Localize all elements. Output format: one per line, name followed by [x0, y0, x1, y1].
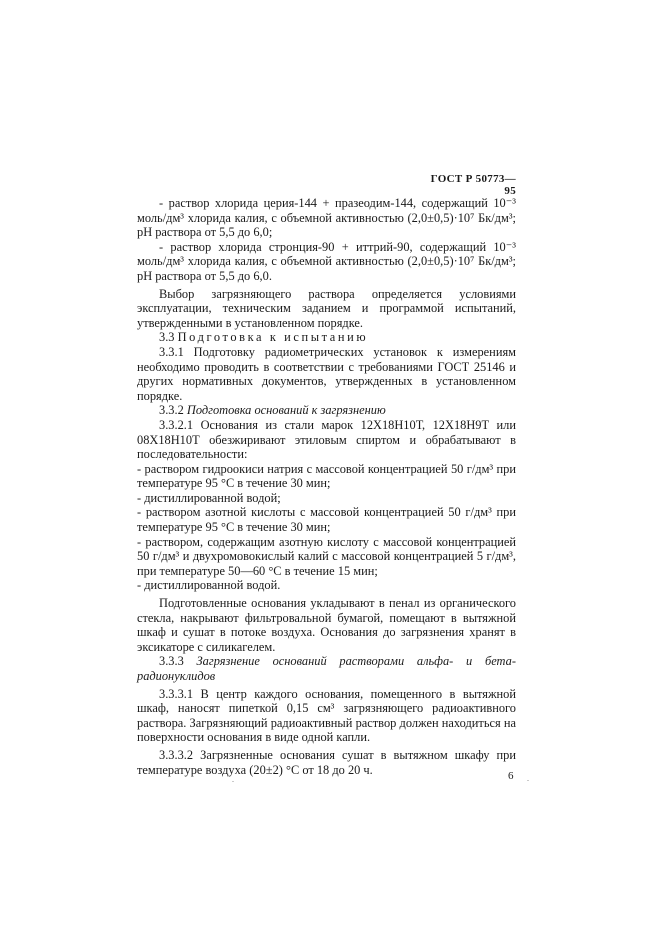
solution-strontium: - раствор хлорида стронция-90 + иттрий-90, содержащий 10⁻³ моль/дм³ хлорида калия, с объемной активностью (2,0±0,5)·10⁷ Бк/дм³; pH раствора от 5,5 до 6,0. — [137, 239, 516, 283]
section-3-3-3-number: 3.3.3 — [159, 654, 184, 669]
paragraph-3-3-1: 3.3.1 Подготовку радиометрических установок к измерениям необходимо проводить в соответствии с требованиями ГОСТ 25146 и других нормативных документов, утвержденных в установленном порядке. — [137, 344, 516, 403]
section-3-3-number: 3.3 — [159, 330, 175, 345]
section-3-3-2-title: Подготовка оснований к загрязнению — [186, 403, 386, 418]
scan-speck: . — [527, 774, 529, 783]
treatment-step: - дистиллированной водой; — [137, 490, 281, 505]
paragraph-3-3-2-1: 3.3.2.1 Основания из стали марок 12Х18Н10Т, 12Х18Н9Т или 08Х18Н10Т обезжиривают этиловым спиртом и обрабатывают в последовательности: — [137, 417, 516, 462]
treatment-step: - раствором азотной кислоты с массовой концентрацией 50 г/дм³ при температуре 95 °С в течение 30 мин; — [137, 505, 516, 535]
solution-cerium: - раствор хлорида церия-144 + празеодим-144, содержащий 10⁻³ моль/дм³ хлорида калия, с объемной активностью (2,0±0,5)·10⁷ Бк/дм³; pH раствора от 5,5 до 6,0; — [137, 196, 516, 240]
solution-choice-paragraph: Выбор загрязняющего раствора определяется условиями эксплуатации, техническим заданием и программой испытаний, утвержденными в установленном порядке. — [137, 286, 516, 330]
scan-speck: . — [232, 775, 234, 784]
treatment-step: - раствором гидроокиси натрия с массовой концентрацией 50 г/дм³ при температуре 95 °С в течение 30 мин; — [137, 461, 516, 491]
section-3-3-3-title: Загрязнение оснований растворами альфа- и бета-радионуклидов — [137, 654, 516, 683]
section-3-3-2-number: 3.3.2 — [159, 403, 184, 418]
treatment-step: - дистиллированной водой. — [137, 578, 281, 593]
paragraph-3-3-3-2: 3.3.3.2 Загрязненные основания сушат в вытяжном шкафу при температуре воздуха (20±2) °С от 18 до 20 ч. — [137, 747, 516, 777]
page-number: 6 — [508, 770, 514, 782]
document-code-header: ГОСТ Р 50773—95 — [430, 173, 516, 197]
section-3-3-2-heading — [137, 403, 516, 418]
paragraph-3-3-3-1: 3.3.3.1 В центр каждого основания, помещенного в вытяжной шкаф, наносят пипеткой 0,15 см³ загрязняющего радиоактивного раствора. Загрязняющий радиоактивный раствор должен находиться на поверхности основания в виде одной капли. — [137, 686, 516, 745]
section-3-3-heading — [137, 330, 516, 345]
treatment-step: - раствором, содержащим азотную кислоту с массовой концентрацией 50 г/дм³ и двухромовокислый калий с массовой концентрацией 5 г/дм³, при температуре 50—60 °С в течение 15 мин; — [137, 534, 516, 578]
section-3-3-title: Подготовка к испытанию — [177, 330, 369, 345]
document-body — [137, 196, 516, 777]
paragraph-prepared-bases: Подготовленные основания укладывают в пенал из органического стекла, накрывают фильтровальной бумагой, помещают в вытяжной шкаф и сушат в потоке воздуха. Основания до загрязнения хранят в эксикаторе с силикагелем. — [137, 596, 516, 654]
section-3-3-3-heading — [137, 654, 516, 683]
